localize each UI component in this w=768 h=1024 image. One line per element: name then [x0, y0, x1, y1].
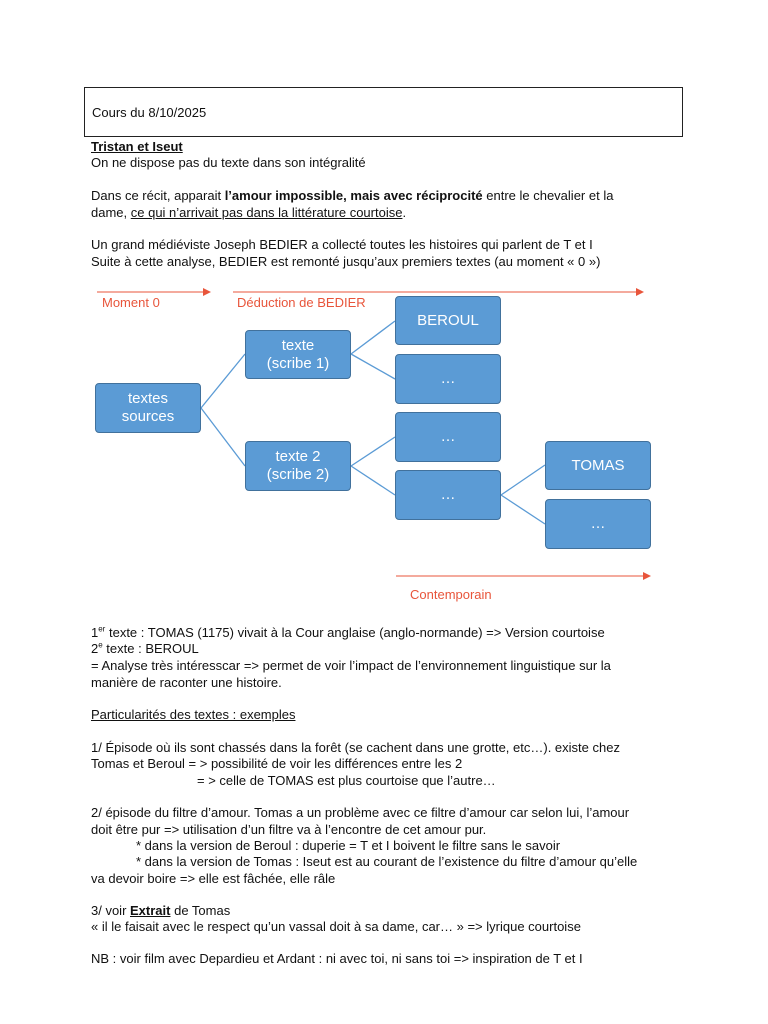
node-textes-sources: textes sources	[95, 383, 201, 433]
text-run: 1	[91, 625, 99, 640]
course-date: Cours du 8/10/2025	[92, 105, 207, 120]
text-run: entre le chevalier et la	[482, 188, 614, 203]
text-run: 3/ voir	[91, 903, 131, 918]
node-beroul: BEROUL	[395, 296, 501, 345]
example3-quote: « il le faisait avec le respect qu’un vassal doit à sa dame, car… » => lyrique courtoise	[91, 919, 581, 934]
example2-line2: doit être pur => utilisation d’un filtre va à l’encontre de cet amour pur.	[91, 822, 487, 837]
diagram-svg	[0, 280, 768, 610]
text-run: .	[402, 205, 407, 220]
node-ellipsis-2: …	[395, 412, 501, 462]
connector-scribe1-beroul	[351, 321, 395, 354]
label-deduction-bedier: Déduction de BEDIER	[237, 295, 366, 310]
example1-line2: Tomas et Beroul = > possibilité de voir les différences entre les 2	[91, 756, 463, 771]
superscript: e	[98, 640, 103, 650]
node-ellipsis-1: …	[395, 354, 501, 404]
label-contemporain: Contemporain	[410, 587, 492, 602]
analysis-line2: manière de raconter une histoire.	[91, 675, 282, 690]
second-text-line	[91, 641, 199, 657]
node-texte-2-scribe-2: texte 2 (scribe 2)	[245, 441, 351, 491]
underlined-text: ce qui n’arrivait pas dans la littérature courtoise	[130, 205, 403, 220]
intro-line: On ne dispose pas du texte dans son intégralité	[91, 155, 366, 170]
text-run: 2	[91, 641, 99, 656]
first-text-line	[91, 625, 605, 641]
example3-line1	[91, 903, 230, 919]
bedier-line1: Un grand médiéviste Joseph BEDIER a collecté toutes les histoires qui parlent de T et I	[91, 237, 593, 252]
example2-line4: * dans la version de Tomas : Iseut est au courant de l’existence du filtre d’amour qu’elle	[136, 854, 638, 869]
connector-sources-scribe2	[201, 408, 245, 466]
example1-line1: 1/ Épisode où ils sont chassés dans la forêt (se cachent dans une grotte, etc…). existe chez	[91, 740, 620, 755]
connector-scribe2-dots3	[351, 466, 395, 495]
connector-sources-scribe1	[201, 354, 245, 408]
example2-line3: * dans la version de Beroul : duperie = T et I boivent le filtre sans le savoir	[136, 838, 561, 853]
emphasis-text: l’amour impossible, mais avec réciprocité	[224, 188, 483, 203]
manuscript-tree-diagram	[0, 280, 768, 610]
nb-note: NB : voir film avec Depardieu et Ardant : ni avec toi, ni sans toi => inspiration de T et I	[91, 951, 583, 966]
header-box	[84, 87, 683, 137]
text-run: dame,	[91, 205, 131, 220]
section-heading: Particularités des textes : exemples	[91, 707, 296, 722]
paragraph-love	[91, 188, 613, 204]
paragraph-love-line2	[91, 205, 406, 221]
example2-line5: va devoir boire => elle est fâchée, elle râle	[91, 871, 336, 886]
node-ellipsis-3: …	[395, 470, 501, 520]
analysis-line1: = Analyse très intéresscar => permet de voir l’impact de l’environnement linguistique sur la	[91, 658, 611, 673]
connector-scribe1-dots1	[351, 354, 395, 379]
document-title: Tristan et Iseut	[91, 139, 183, 154]
extrait-link[interactable]: Extrait	[130, 903, 171, 918]
text-run: Dans ce récit, apparait	[91, 188, 225, 203]
node-tomas: TOMAS	[545, 441, 651, 490]
example2-line1: 2/ épisode du filtre d’amour. Tomas a un problème avec ce filtre d’amour car selon lui, l’amour	[91, 805, 630, 820]
text-run: texte : BEROUL	[102, 641, 199, 656]
node-texte-scribe-1: texte (scribe 1)	[245, 330, 351, 379]
connector-dots3-dots4	[501, 495, 545, 524]
connector-scribe2-dots2	[351, 437, 395, 466]
bedier-line2: Suite à cette analyse, BEDIER est remonté jusqu’aux premiers textes (au moment « 0 »)	[91, 254, 601, 269]
label-moment-0: Moment 0	[102, 295, 160, 310]
connector-dots3-tomas	[501, 465, 545, 495]
superscript: er	[98, 624, 106, 634]
example1-line3: = > celle de TOMAS est plus courtoise que l’autre…	[197, 773, 496, 788]
node-ellipsis-4: …	[545, 499, 651, 549]
text-run: de Tomas	[170, 903, 231, 918]
text-run: texte : TOMAS (1175) vivait à la Cour anglaise (anglo-normande) => Version courtoise	[105, 625, 605, 640]
